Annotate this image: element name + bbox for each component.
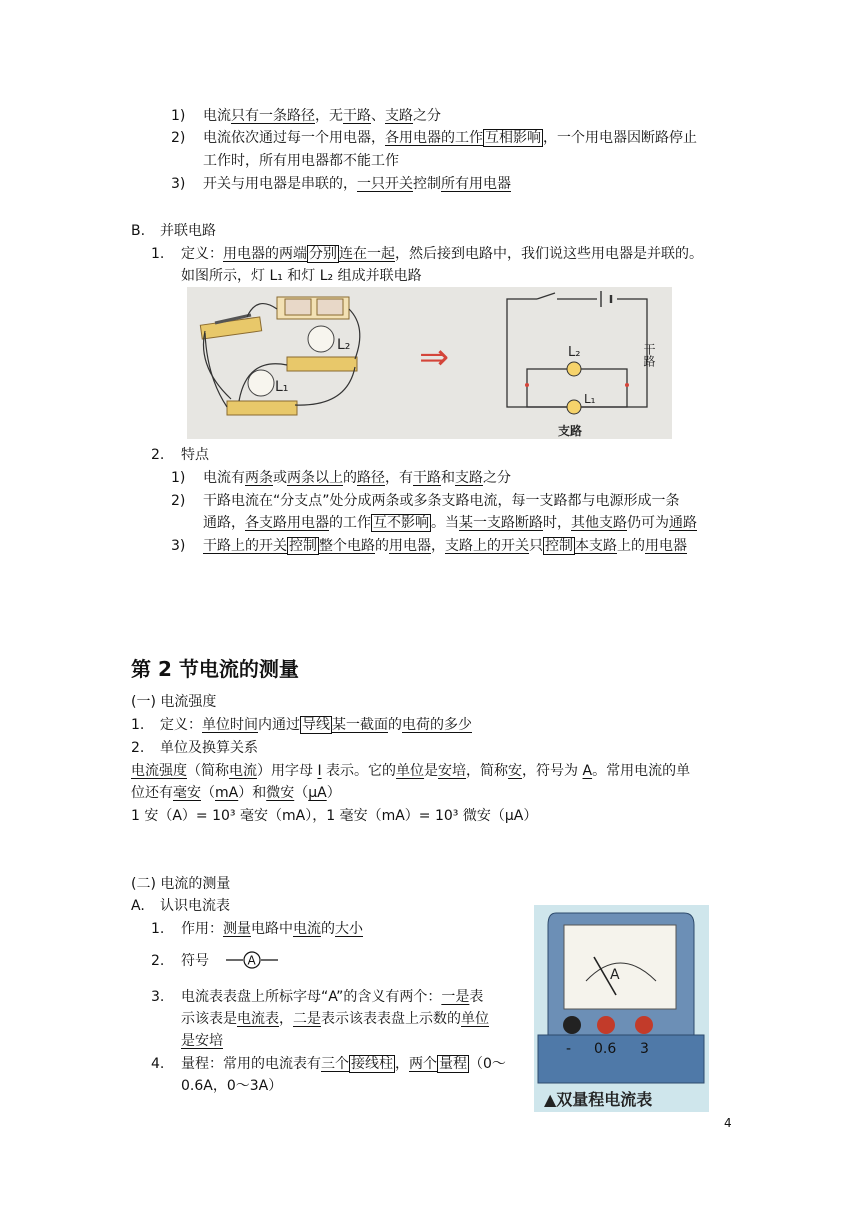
list-number: 1): [171, 470, 186, 486]
underlined-term: 本支路: [575, 538, 617, 554]
series-item: [203, 128, 697, 148]
underlined-term: 支路: [385, 108, 413, 124]
page-number: 4: [724, 1116, 732, 1130]
unit-paragraph-line2: [131, 783, 341, 803]
schematic-L1-label: L₁: [584, 392, 596, 406]
text-run: （简称: [187, 763, 229, 779]
text-run: 或: [273, 470, 287, 486]
text-run: 。当: [431, 515, 459, 531]
trunk-label: 干路: [642, 343, 656, 367]
subsection-1: (一) 电流强度: [131, 694, 217, 710]
underlined-term: 三个: [321, 1056, 349, 1072]
text-run: ，无: [315, 108, 343, 124]
text-run: 的: [375, 538, 389, 554]
underlined-term: 电流: [293, 921, 321, 937]
underlined-term: 单位时间: [202, 717, 258, 733]
text-run: 定义：: [160, 717, 202, 733]
text-run: 仍可为: [627, 515, 669, 531]
unit-paragraph-line1: [131, 761, 690, 781]
branch-label: 支路: [558, 424, 583, 438]
features-title: 特点: [181, 447, 209, 463]
underlined-term: 一是: [441, 989, 470, 1005]
text-run: （0～: [469, 1056, 506, 1072]
underlined-term: 安: [508, 763, 523, 779]
underlined-term: 所有用电器: [441, 176, 511, 192]
underlined-term: 其他支路: [571, 515, 627, 531]
underlined-term: 单位: [461, 1011, 489, 1027]
text-run: 只: [529, 538, 543, 554]
lamp-L2-label: L₂: [337, 337, 351, 353]
features-num: 2.: [151, 447, 165, 463]
text-run: 之分: [413, 108, 441, 124]
current-definition: [160, 715, 472, 735]
meter-item: [181, 919, 363, 939]
list-number: 4.: [151, 1056, 165, 1072]
underlined-term: 二是: [293, 1011, 321, 1027]
photo-caption: ▲双量程电流表: [544, 1090, 653, 1109]
def2-num: 1.: [131, 717, 145, 733]
terminal-06: 0.6: [594, 1041, 617, 1057]
list-number: 1.: [151, 921, 165, 937]
list-number: 3): [171, 538, 186, 554]
underlined-term: 各用电器的工作: [385, 130, 483, 146]
underlined-term: 用电器: [645, 538, 687, 554]
text-run: 之分: [483, 470, 511, 486]
ammeter-photo: [534, 905, 709, 1112]
text-run: 表: [469, 989, 484, 1005]
underlined-term: 毫安: [173, 785, 201, 801]
text-run: （: [201, 785, 215, 801]
list-number: 3): [171, 176, 186, 192]
meter-item-cont: [181, 1009, 489, 1029]
lamp-L1-label: L₁: [275, 379, 289, 395]
underlined-term: 通路: [669, 515, 697, 531]
underlined-term: 两条: [245, 470, 273, 486]
text-run: 示该表是: [181, 1011, 237, 1027]
parallel-feature-cont: [203, 513, 697, 533]
text-run: 。常用电流的单: [592, 763, 691, 779]
underlined-term: μA: [308, 785, 327, 801]
parallel-def-cont: 如图所示，灯 L₁ 和灯 L₂ 组成并联电路: [181, 268, 422, 284]
boxed-term: 接线柱: [351, 1056, 393, 1072]
section-b-title: 并联电路: [160, 223, 216, 239]
text-run: 电流依次通过每一个用电器，: [203, 130, 385, 146]
text-run: 的: [321, 921, 335, 937]
text-run: 、: [371, 108, 385, 124]
underlined-term: 测量: [223, 921, 251, 937]
series-item: [203, 174, 511, 194]
underlined-term: 大小: [335, 921, 363, 937]
unit-title-num: 2.: [131, 740, 145, 756]
text-run: ，: [279, 1011, 293, 1027]
underlined-term: 两条以上: [287, 470, 343, 486]
list-number: 1): [171, 108, 186, 124]
text-run: 内通过: [258, 717, 300, 733]
underlined-term: 一只开关: [357, 176, 413, 192]
parallel-circuit-figure: [187, 287, 672, 439]
series-item: [203, 106, 441, 126]
text-run: 表示该表表盘上示数的: [321, 1011, 461, 1027]
section-heading: 第 2 节电流的测量: [131, 657, 299, 681]
underlined-term: A: [582, 763, 593, 779]
list-number: 3.: [151, 989, 165, 1005]
series-item-cont: 工作时，所有用电器都不能工作: [203, 153, 399, 169]
parallel-def-num: 1.: [151, 246, 165, 262]
text-run: 的: [388, 717, 402, 733]
text-run: ，一个用电器因断路停止: [543, 130, 697, 146]
parallel-definition: [181, 244, 703, 264]
text-run: 时，: [543, 515, 571, 531]
text-run: ，符号为: [522, 763, 583, 779]
meter-item-cont: 0.6A，0～3A）: [181, 1078, 283, 1094]
underlined-term: 干路: [413, 470, 441, 486]
text-run: 的工作: [329, 515, 371, 531]
text-run: 干路电流在“分支点”处分成两条或多条支路电流，每一支路都与电源形成一条: [203, 493, 680, 509]
meter-item-cont2: [181, 1031, 223, 1051]
unit-title: 单位及换算关系: [160, 740, 258, 756]
text-run: 电路中: [251, 921, 293, 937]
text-run: 位还有: [131, 785, 173, 801]
conversion-line: 1 安（A）= 10³ 毫安（mA），1 毫安（mA）= 10³ 微安（μA）: [131, 808, 538, 824]
svg-text:A: A: [247, 953, 256, 968]
text-run: ，有: [385, 470, 413, 486]
text-run: ，: [431, 538, 445, 554]
meter-item: [181, 987, 483, 1007]
subsection-2: (二) 电流的测量: [131, 876, 231, 892]
list-number: 2): [171, 493, 186, 509]
parallel-feature: [203, 536, 687, 556]
text-run: ，: [395, 1056, 409, 1072]
underlined-term: I: [317, 763, 322, 779]
underlined-term: 用电器的两端: [223, 246, 307, 262]
underlined-term: 只有一条路径: [231, 108, 315, 124]
text-run: 作用：: [181, 921, 223, 937]
underlined-term: 电流: [229, 763, 257, 779]
list-number: 2): [171, 130, 186, 146]
boxed-term: 互不影响: [373, 515, 429, 531]
text-run: 量程：常用的电流表有: [181, 1056, 321, 1072]
boxed-term: 互相影响: [485, 130, 541, 146]
text-run: ，简称: [466, 763, 509, 779]
text-run: 符号: [181, 953, 209, 969]
terminal-3: 3: [640, 1041, 649, 1057]
underlined-term: 各支路用电器: [245, 515, 329, 531]
section-b-letter: B.: [131, 223, 146, 239]
text-run: ）: [326, 785, 341, 801]
underlined-term: 微安: [266, 785, 295, 801]
underlined-term: 电流表: [237, 1011, 279, 1027]
text-run: 和: [441, 470, 455, 486]
terminal-minus: -: [566, 1041, 572, 1057]
underlined-term: 整个电路: [319, 538, 375, 554]
underlined-term: 是安培: [181, 1033, 223, 1049]
parallel-feature: [203, 468, 511, 488]
boxed-term: 量程: [439, 1056, 467, 1072]
sec-a-letter: A.: [131, 898, 145, 914]
underlined-term: 某一支路断路: [459, 515, 543, 531]
underlined-term: 支路上的开关: [445, 538, 529, 554]
ammeter-symbol-icon: [226, 950, 278, 970]
underlined-term: 干路上的开关: [203, 538, 287, 554]
underlined-term: 路径: [357, 470, 385, 486]
text-run: 的: [343, 470, 357, 486]
dial-letter: A: [610, 967, 620, 983]
text-run: 开关与用电器是串联的，: [203, 176, 357, 192]
underlined-term: mA: [215, 785, 239, 801]
boxed-term: 导线: [302, 717, 330, 733]
text-run: ）和: [238, 785, 267, 801]
underlined-term: 干路: [343, 108, 371, 124]
underlined-term: 某一截面: [332, 717, 388, 733]
text-run: 电流有: [203, 470, 245, 486]
sec-a-title: 认识电流表: [160, 898, 230, 914]
underlined-term: 安培: [438, 763, 467, 779]
meter-item: [181, 951, 209, 971]
underlined-term: 电荷的多少: [402, 717, 472, 733]
underlined-term: 用电器: [389, 538, 431, 554]
underlined-term: 电流强度: [131, 763, 187, 779]
boxed-term: 分别: [309, 246, 337, 262]
text-run: 通路，: [203, 515, 245, 531]
circuit-drawing: [187, 287, 672, 439]
text-run: 控制: [413, 176, 441, 192]
underlined-term: 两个: [409, 1056, 437, 1072]
schematic-L2-label: L₂: [568, 345, 581, 360]
text-run: ，然后接到电路中，我们说这些用电器是并联的。: [395, 246, 703, 262]
boxed-term: 控制: [289, 538, 317, 554]
text-run: （: [294, 785, 309, 801]
list-number: 2.: [151, 953, 165, 969]
underlined-term: 连在一起: [339, 246, 395, 262]
text-run: 上的: [617, 538, 645, 554]
meter-item: [181, 1054, 506, 1074]
text-run: 表示。它的: [321, 763, 397, 779]
text-run: 电流: [203, 108, 231, 124]
arrow-glyph: ⇒: [419, 337, 450, 378]
parallel-feature: [203, 491, 680, 511]
underlined-term: 单位: [396, 763, 425, 779]
text-run: 是: [424, 763, 439, 779]
text-run: 定义：: [181, 246, 223, 262]
underlined-term: 支路: [455, 470, 483, 486]
boxed-term: 控制: [545, 538, 573, 554]
text-run: 电流表表盘上所标字母“A”的含义有两个：: [181, 989, 442, 1005]
text-run: ）用字母: [257, 763, 318, 779]
